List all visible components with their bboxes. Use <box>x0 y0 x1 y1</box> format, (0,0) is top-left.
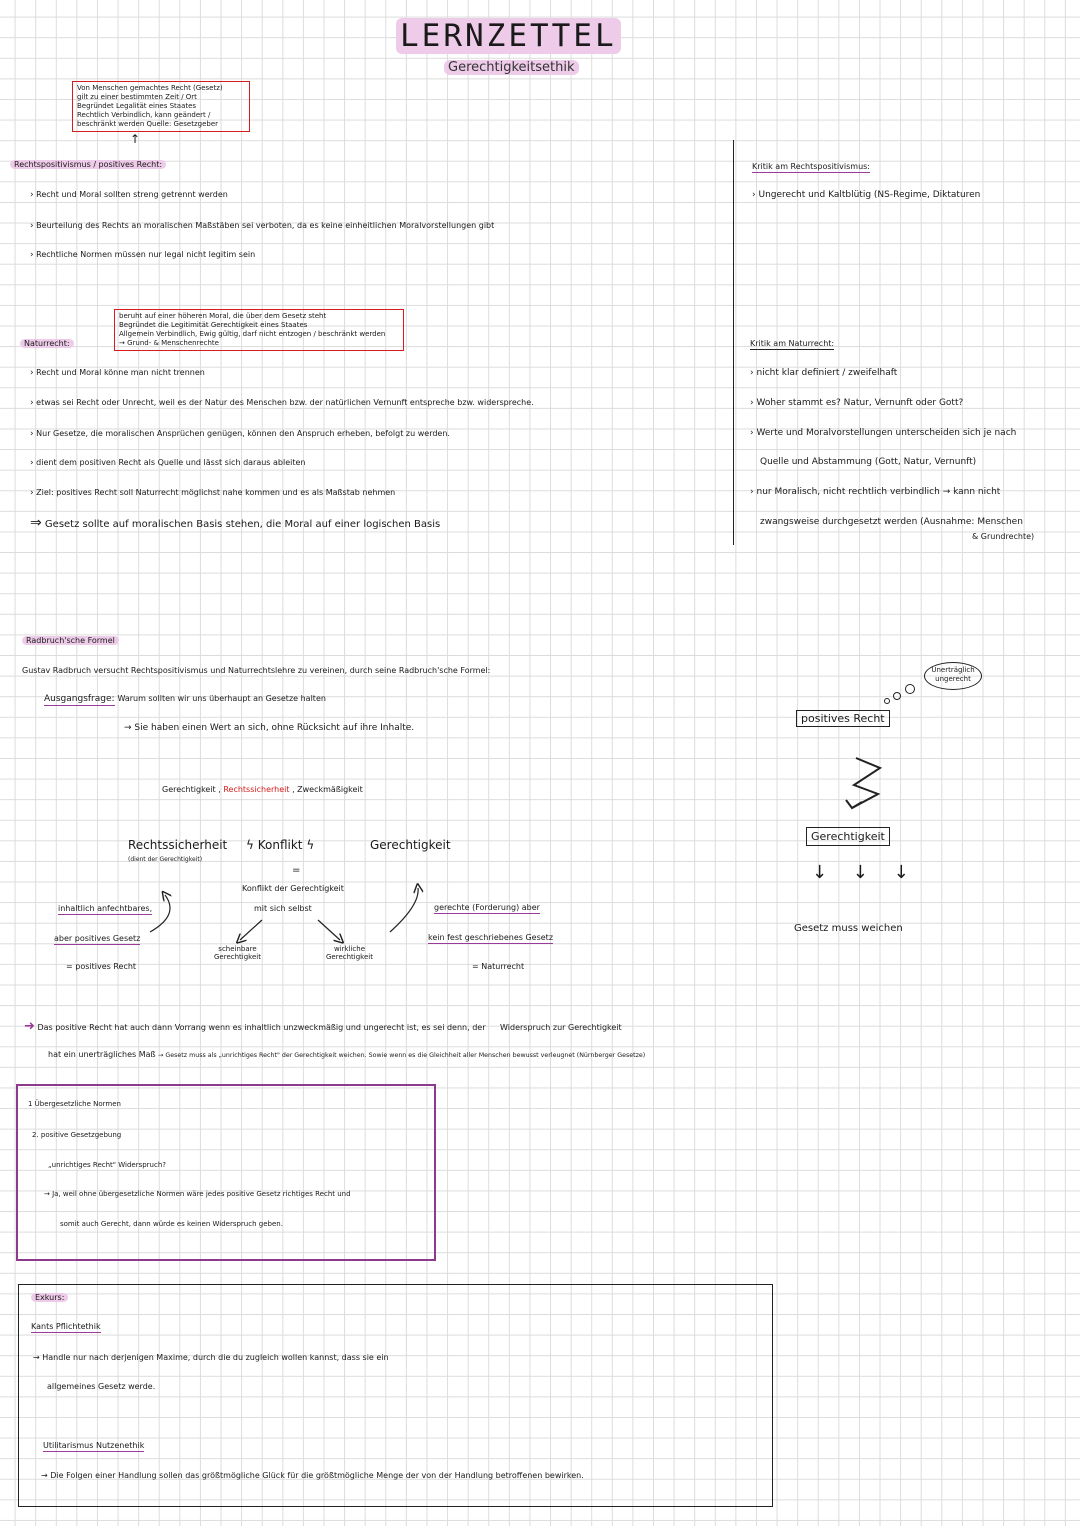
right-col-2: kein fest geschriebenes Gesetz <box>428 933 554 942</box>
wirkliche: wirkliche Gerechtigkeit <box>326 945 373 961</box>
gerechtigkeit-box: Gerechtigkeit <box>806 827 890 846</box>
list-item: 2. positive Gesetzgebung <box>32 1131 122 1139</box>
list-item: › Woher stammt es? Natur, Vernunft oder Gott? <box>750 398 964 408</box>
conflict-eq: = <box>292 865 301 876</box>
right-col-1: gerechte (Forderung) aber <box>434 903 540 912</box>
kant-heading: Kants Pflichtethik <box>31 1322 101 1331</box>
list-item: › Rechtliche Normen müssen nur legal nicht legitim sein <box>30 250 256 260</box>
list-item-continued: Quelle und Abstammung (Gott, Natur, Vernunft) <box>760 457 977 467</box>
left-col-1: inhaltlich anfechtbares, <box>58 904 153 913</box>
kant-text-1: → Handle nur nach derjenigen Maxime, durch die du zugleich wollen kannst, dass sie ein <box>33 1353 389 1362</box>
radbruch-conclusion-2: hat ein unerträgliches Maß → Gesetz muss als „unrichtiges Recht" der Gerechtigkeit weichen. Sowie wenn es die Gleichheit aller Menschen bewusst verleugnet (Nürnberger Gesetze) <box>48 1050 646 1059</box>
kritik-naturrecht-heading: Kritik am Naturrecht: <box>750 339 835 348</box>
right-col-3: = Naturrecht <box>472 962 525 971</box>
conflict-middle: ϟ Konflikt ϟ <box>246 838 315 852</box>
rechtssicherheit-red: Rechtssicherheit <box>223 785 290 794</box>
list-item: › dient dem positiven Recht als Quelle und lässt sich daraus ableiten <box>30 458 306 468</box>
list-item: 1 Übergesetzliche Normen <box>28 1100 121 1108</box>
up-arrow-icon: ↑ <box>130 132 141 146</box>
util-text-1: → Die Folgen einer Handlung sollen das größtmögliche Glück für die größtmögliche Menge der von der Handlung betroffenen bewirken. <box>41 1471 584 1480</box>
thought-dot <box>893 692 901 700</box>
exkurs-box <box>18 1284 773 1507</box>
list-item: › Ungerecht und Kaltblütig (NS-Regime, Diktaturen <box>752 190 981 200</box>
thought-dot <box>884 698 890 704</box>
page-subtitle: Gerechtigkeitsethik <box>444 60 579 75</box>
list-item: › Recht und Moral könne man nicht trennen <box>30 368 205 378</box>
conflict-desc1: Konflikt der Gerechtigkeit <box>242 884 344 893</box>
kritik-rechtspositivismus-heading: Kritik am Rechtspositivismus: <box>752 162 870 171</box>
radbruch-heading: Radbruch'sche Formel <box>22 636 119 645</box>
list-item: somit auch Gerecht, dann würde es keinen Widerspruch geben. <box>60 1220 283 1228</box>
kant-text-2: allgemeines Gesetz werde. <box>47 1382 156 1391</box>
radbruch-summary-box <box>16 1084 436 1261</box>
conflict-desc2: mit sich selbst <box>254 904 312 913</box>
positive-law-definition-box: Von Menschen gemachtes Recht (Gesetz) gilt zu einer bestimmten Zeit / Ort Begründet Legalität eines Staates Rechtlich Verbindlich, kann geändert / beschränkt werden Quelle: Gesetzgeber <box>72 81 250 132</box>
list-item-continued: zwangsweise durchgesetzt werden (Ausnahme: Menschen <box>760 517 1023 527</box>
list-item: › nicht klar definiert / zweifelhaft <box>750 368 898 378</box>
list-item: › nur Moralisch, nicht rechtlich verbindlich → kann nicht <box>750 487 1001 497</box>
naturrecht-heading: Naturrecht: <box>20 339 74 348</box>
list-item: › Nur Gesetze, die moralischen Ansprüchen genügen, können den Anspruch erheben, befolgt zu werden. <box>30 429 450 439</box>
rechtspositivismus-heading: Rechtspositivismus / positives Recht: <box>10 160 166 169</box>
list-item: › Ziel: positives Recht soll Naturrecht möglichst nahe kommen und es als Maßstab nehmen <box>30 488 396 498</box>
thought-dot <box>905 684 915 694</box>
list-item-continued: & Grundrechte) <box>972 532 1035 541</box>
radbruch-question: Ausgangsfrage: Warum sollten wir uns überhaupt an Gesetze halten <box>44 694 326 704</box>
left-col-3: = positives Recht <box>66 962 137 971</box>
radbruch-conclusion-1: ➜ Das positive Recht hat auch dann Vorrang wenn es inhaltlich unzweckmäßig und ungerecht ist, es sei denn, der Widerspruch zur Gerechtigkeit <box>24 1019 622 1034</box>
conflict-left-sub: (dient der Gerechtigkeit) <box>128 856 203 863</box>
left-col-2: aber positives Gesetz <box>54 934 141 943</box>
conflict-left: Rechtssicherheit <box>128 838 228 852</box>
list-item: → Ja, weil ohne übergesetzliche Normen wäre jedes positive Gesetz richtiges Recht und <box>44 1190 351 1198</box>
exkurs-heading: Exkurs: <box>31 1293 68 1302</box>
down-arrows-icon: ↓ ↓ ↓ <box>812 862 919 883</box>
positives-recht-box: positives Recht <box>796 710 890 727</box>
lightning-icon: ϟ <box>306 838 315 852</box>
list-item: › etwas sei Recht oder Unrecht, weil es der Natur des Menschen bzw. der natürlichen Vernunft entspreche bzw. widerspreche. <box>30 398 534 408</box>
radbruch-intro: Gustav Radbruch versucht Rechtspositivismus und Naturrechtslehre zu vereinen, durch seine Radbruch'sche Formel: <box>22 666 491 675</box>
list-item: › Beurteilung des Rechts an moralischen Maßstäben sei verboten, da es keine einheitlichen Moralvorstellungen gibt <box>30 221 495 231</box>
radbruch-values: Gerechtigkeit , Rechtssicherheit , Zweckmäßigkeit <box>162 785 363 794</box>
conflict-right: Gerechtigkeit <box>370 838 451 852</box>
list-item: › Recht und Moral sollten streng getrennt werden <box>30 190 228 200</box>
scheinbare: scheinbare Gerechtigkeit <box>214 945 261 961</box>
thought-bubble: Unerträglich ungerecht <box>924 662 982 690</box>
naturrecht-conclusion: ⇒ Gesetz sollte auf moralischen Basis stehen, die Moral auf einer logischen Basis <box>30 515 441 531</box>
util-heading: Utilitarismus Nutzenethik <box>43 1441 145 1450</box>
page-title: LERNZETTEL <box>396 18 621 54</box>
naturrecht-definition-box: beruht auf einer höheren Moral, die über dem Gesetz steht Begründet die Legitimität Gerechtigkeit eines Staates Allgemein Verbindlich, Ewig gültig, darf nicht entzogen / beschränkt werden → Grund- & Menschenrechte <box>114 309 404 351</box>
list-item: › Werte und Moralvorstellungen unterscheiden sich je nach <box>750 428 1017 438</box>
lightning-icon: ϟ <box>246 838 254 852</box>
radbruch-answer: → Sie haben einen Wert an sich, ohne Rücksicht auf ihre Inhalte. <box>124 723 415 733</box>
gesetz-muss-weichen: Gesetz muss weichen <box>794 923 903 934</box>
list-item: „unrichtiges Recht" Widerspruch? <box>48 1161 166 1169</box>
